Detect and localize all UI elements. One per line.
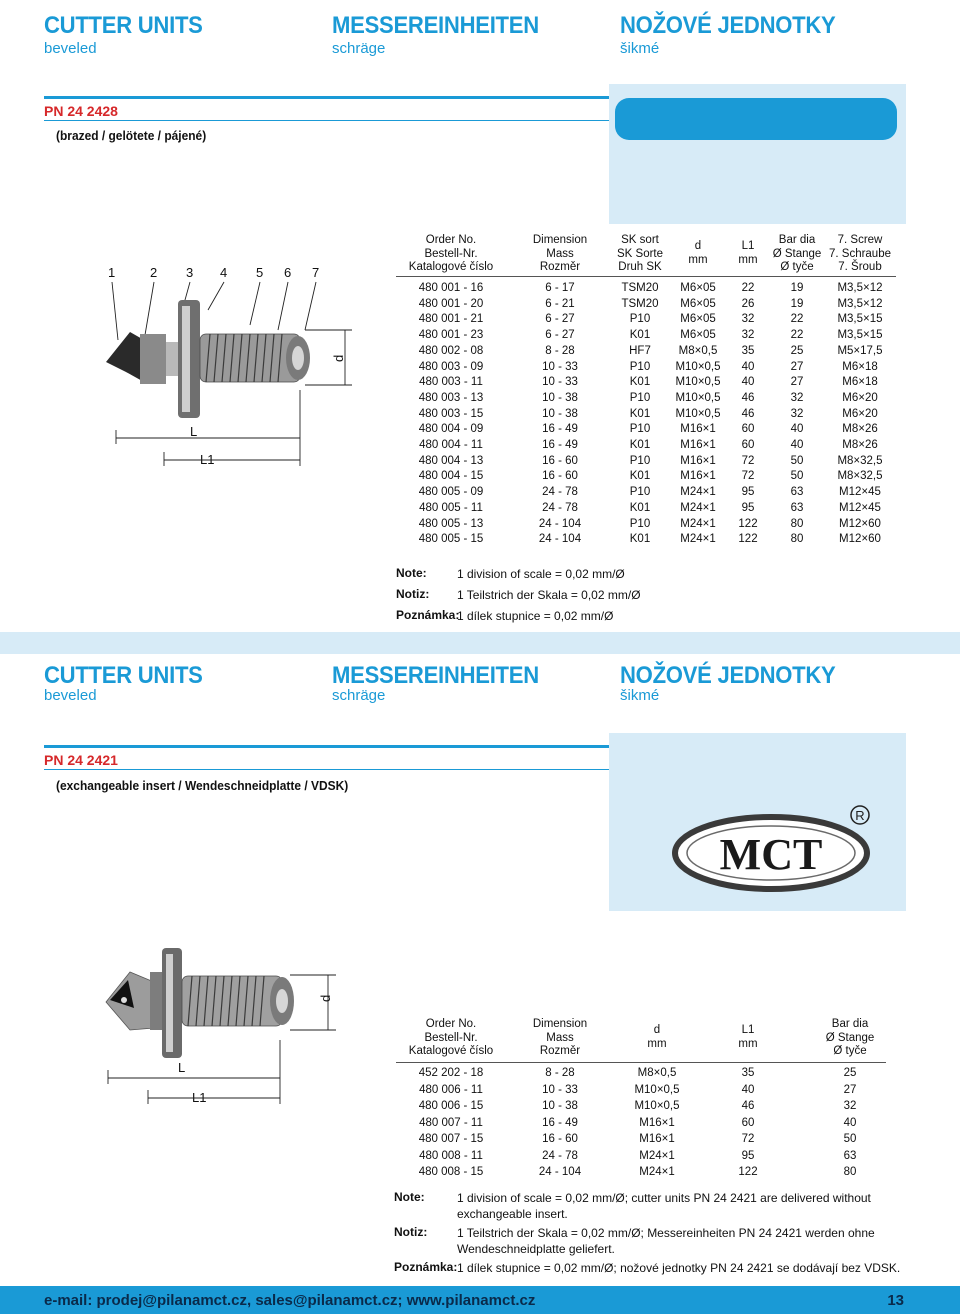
section1-panel bbox=[609, 84, 906, 224]
col-bar-dia: Bar dia Ø Stange Ø tyče bbox=[825, 1018, 875, 1057]
header-sub-de: schräge bbox=[332, 40, 386, 57]
col-dimension: Dimension Mass Rozměr bbox=[532, 234, 588, 273]
header-title-de: MESSEREINHEITEN bbox=[332, 662, 539, 689]
col-order-no: Order No. Bestell-Nr. Katalogové číslo bbox=[408, 234, 494, 273]
part-label-1: 1 bbox=[108, 265, 116, 280]
header-title-en: CUTTER UNITS bbox=[44, 662, 203, 689]
section2-underline bbox=[44, 769, 609, 770]
section-divider bbox=[0, 632, 960, 654]
section2-subtitle: (exchangeable insert / Wendeschneidplatte / VDSK) bbox=[56, 778, 349, 793]
note-label: Note: bbox=[396, 566, 427, 580]
dim-label-L: L bbox=[190, 424, 198, 439]
header-sub-en: beveled bbox=[44, 687, 97, 704]
part-label-5: 5 bbox=[256, 265, 264, 280]
header-sub-cz: šikmé bbox=[620, 687, 660, 704]
dim-label-d: d bbox=[331, 354, 346, 362]
note-label: Notiz: bbox=[394, 1225, 428, 1239]
mct-logo bbox=[669, 803, 889, 903]
section2-panel bbox=[609, 733, 906, 911]
part-label-2: 2 bbox=[150, 265, 158, 280]
note-label: Poznámka: bbox=[396, 608, 460, 622]
header-sub-cz: šikmé bbox=[620, 40, 660, 57]
dim-label-L1: L1 bbox=[200, 452, 215, 467]
table1-header-rule bbox=[396, 276, 896, 277]
page-number: 13 bbox=[887, 1292, 904, 1309]
note-text: 1 division of scale = 0,02 mm/Ø bbox=[457, 567, 625, 581]
header-sub-de: schräge bbox=[332, 687, 386, 704]
table2-header-rule bbox=[396, 1062, 886, 1063]
header-title-en: CUTTER UNITS bbox=[44, 12, 203, 39]
table2-header bbox=[396, 1018, 886, 1060]
part-label-7: 7 bbox=[312, 265, 320, 280]
note-text: 1 dílek stupnice = 0,02 mm/Ø; nožové jednotky PN 24 2421 se dodávají bez VDSK. bbox=[457, 1261, 901, 1275]
footer-contact: e-mail: prodej@pilanamct.cz, sales@pilanamct.cz; www.pilanamct.cz bbox=[44, 1292, 536, 1309]
header-1 bbox=[44, 12, 924, 60]
col-bar-dia: Bar dia Ø Stange Ø tyče bbox=[772, 234, 822, 273]
footer-bar bbox=[0, 1286, 960, 1314]
section1-blue-bubble bbox=[615, 98, 897, 140]
note-text: 1 dílek stupnice = 0,02 mm/Ø bbox=[457, 609, 614, 623]
part-label-4: 4 bbox=[220, 265, 228, 280]
dim-label-L: L bbox=[178, 1060, 186, 1075]
header-title-cz: NOŽOVÉ JEDNOTKY bbox=[620, 12, 836, 39]
section1-underline bbox=[44, 120, 609, 121]
col-order-no: Order No. Bestell-Nr. Katalogové číslo bbox=[408, 1018, 494, 1057]
col-sk-sort: SK sort SK Sorte Druh SK bbox=[616, 234, 664, 273]
header-title-cz: NOŽOVÉ JEDNOTKY bbox=[620, 662, 836, 689]
cutter-unit-insert-drawing bbox=[100, 930, 340, 1115]
note-text: 1 division of scale = 0,02 mm/Ø; cutter units PN 24 2421 are delivered without exchangeable insert. bbox=[457, 1191, 871, 1221]
col-dimension: Dimension Mass Rozměr bbox=[532, 1018, 588, 1057]
col-l1: L1 mm bbox=[738, 240, 758, 266]
col-d: d mm bbox=[688, 240, 708, 266]
note-label: Notiz: bbox=[396, 587, 430, 601]
col-d: d mm bbox=[647, 1024, 667, 1050]
part-label-3: 3 bbox=[186, 265, 194, 280]
cutter-unit-brazed-drawing bbox=[100, 260, 370, 475]
svg-text:MCT: MCT bbox=[719, 830, 823, 879]
svg-text:R: R bbox=[855, 808, 865, 823]
note-text: 1 Teilstrich der Skala = 0,02 mm/Ø; Messereinheiten PN 24 2421 werden ohne Wendeschneidplatte geliefert. bbox=[457, 1226, 875, 1256]
header-title-de: MESSEREINHEITEN bbox=[332, 12, 539, 39]
dim-label-L1: L1 bbox=[192, 1090, 207, 1105]
part-label-6: 6 bbox=[284, 265, 292, 280]
header-2 bbox=[44, 662, 924, 710]
col-l1: L1 mm bbox=[738, 1024, 758, 1050]
note-label: Poznámka: bbox=[394, 1260, 458, 1274]
note-text: 1 Teilstrich der Skala = 0,02 mm/Ø bbox=[457, 588, 641, 602]
header-sub-en: beveled bbox=[44, 40, 97, 57]
section1-pn: PN 24 2428 bbox=[44, 103, 118, 119]
col-screw: 7. Screw 7. Schraube 7. Šroub bbox=[828, 234, 891, 273]
note-label: Note: bbox=[394, 1190, 425, 1204]
section2-pn: PN 24 2421 bbox=[44, 752, 118, 768]
section1-subtitle: (brazed / gelötete / pájené) bbox=[56, 128, 207, 143]
table1-header bbox=[396, 234, 896, 274]
dim-label-d: d bbox=[318, 994, 333, 1002]
